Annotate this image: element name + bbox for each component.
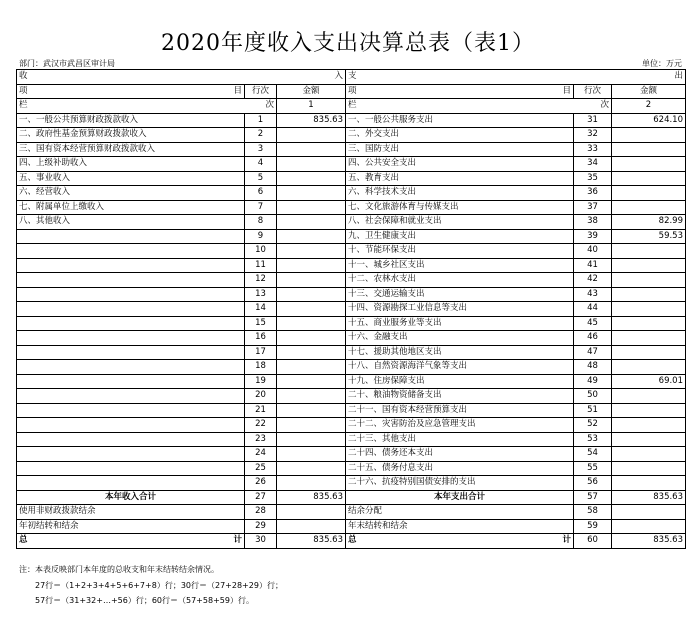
expense-item: 十九、住房保障支出 <box>346 374 574 389</box>
expense-amount <box>612 200 686 215</box>
expense-item: 二十、粮油物资储备支出 <box>346 389 574 404</box>
expense-row-no: 42 <box>574 273 612 288</box>
income-header: 收 入 <box>17 70 346 85</box>
income-amount <box>277 345 346 360</box>
income-item <box>17 447 245 462</box>
expense-item: 十二、农林水支出 <box>346 273 574 288</box>
expense-header: 支 出 <box>346 70 686 85</box>
table-row <box>17 215 686 230</box>
expense-amount <box>612 128 686 143</box>
income-row-no: 7 <box>245 200 277 215</box>
income-item <box>17 432 245 447</box>
expense-amount <box>612 331 686 346</box>
table-row <box>17 316 686 331</box>
income-item <box>17 461 245 476</box>
income-item <box>17 418 245 433</box>
income-row-no: 2 <box>245 128 277 143</box>
expense-row-no: 54 <box>574 447 612 462</box>
income-amount <box>277 128 346 143</box>
expense-item: 十八、自然资源海洋气象等支出 <box>346 360 574 375</box>
grand-total-row <box>17 534 686 549</box>
income-item <box>17 229 245 244</box>
expense-item: 七、文化旅游体育与传媒支出 <box>346 200 574 215</box>
income-amount <box>277 374 346 389</box>
expense-amount <box>612 418 686 433</box>
expense-row-no: 40 <box>574 244 612 259</box>
income-amount: 835.63 <box>277 113 346 128</box>
row-no-header: 行次 <box>574 84 612 99</box>
income-row-no: 19 <box>245 374 277 389</box>
expense-amount <box>612 505 686 520</box>
note-line: 27行＝（1+2+3+4+5+6+7+8）行；30行＝（27+28+29）行； <box>35 580 283 590</box>
table-row <box>17 505 686 520</box>
income-amount <box>277 331 346 346</box>
income-row-no: 9 <box>245 229 277 244</box>
expense-row-no: 49 <box>574 374 612 389</box>
header-row-columns <box>17 84 686 99</box>
income-item: 年初结转和结余 <box>17 519 245 534</box>
row-no-header: 行次 <box>245 84 277 99</box>
expense-item: 八、社会保障和就业支出 <box>346 215 574 230</box>
income-row-no: 3 <box>245 142 277 157</box>
income-item <box>17 316 245 331</box>
income-item <box>17 476 245 491</box>
notes <box>19 562 283 609</box>
amount-header: 金额 <box>277 84 346 99</box>
expense-item: 十六、金融支出 <box>346 331 574 346</box>
income-amount <box>277 447 346 462</box>
expense-amount <box>612 157 686 172</box>
note-line: 57行＝（31+32+…+56）行；60行＝（57+58+59）行。 <box>35 596 254 605</box>
income-row-no: 23 <box>245 432 277 447</box>
income-amount <box>277 157 346 172</box>
income-amount <box>277 519 346 534</box>
expense-amount <box>612 142 686 157</box>
expense-amount: 59.53 <box>612 229 686 244</box>
income-item: 七、附属单位上缴收入 <box>17 200 245 215</box>
expense-row-no: 52 <box>574 418 612 433</box>
expense-amount: 69.01 <box>612 374 686 389</box>
income-item: 一、一般公共预算财政拨款收入 <box>17 113 245 128</box>
expense-item: 四、公共安全支出 <box>346 157 574 172</box>
income-row-no: 10 <box>245 244 277 259</box>
expense-row-no: 46 <box>574 331 612 346</box>
table-row <box>17 418 686 433</box>
item-header: 项 目 <box>17 84 245 99</box>
income-item: 本年收入合计 <box>17 490 245 505</box>
expense-amount <box>612 447 686 462</box>
expense-item: 一、一般公共服务支出 <box>346 113 574 128</box>
col-index-label: 栏 次 <box>346 99 612 114</box>
income-amount <box>277 186 346 201</box>
expense-item: 二十二、灾害防治及应急管理支出 <box>346 418 574 433</box>
expense-item: 二十六、抗疫特别国债安排的支出 <box>346 476 574 491</box>
income-row-no: 5 <box>245 171 277 186</box>
item-header: 项 目 <box>346 84 574 99</box>
expense-amount <box>612 476 686 491</box>
expense-row-no: 33 <box>574 142 612 157</box>
table-row <box>17 519 686 534</box>
table-row <box>17 461 686 476</box>
income-item <box>17 258 245 273</box>
expense-amount: 835.63 <box>612 534 686 549</box>
expense-amount <box>612 171 686 186</box>
page-title: 2020年度收入支出决算总表（表1） <box>161 31 535 56</box>
expense-row-no: 39 <box>574 229 612 244</box>
expense-row-no: 51 <box>574 403 612 418</box>
table-row <box>17 302 686 317</box>
expense-amount <box>612 287 686 302</box>
income-row-no: 22 <box>245 418 277 433</box>
expense-amount <box>612 302 686 317</box>
expense-row-no: 43 <box>574 287 612 302</box>
note-line: 注：本表反映部门本年度的总收支和年末结转结余情况。 <box>19 565 219 574</box>
table-row <box>17 157 686 172</box>
table-row <box>17 331 686 346</box>
grand-total-label: 总 计 <box>346 534 574 549</box>
income-amount <box>277 244 346 259</box>
income-row-no: 18 <box>245 360 277 375</box>
expense-amount <box>612 461 686 476</box>
unit-label: 单位：万元 <box>642 59 682 68</box>
income-item: 六、经营收入 <box>17 186 245 201</box>
expense-amount <box>612 403 686 418</box>
expense-amount: 624.10 <box>612 113 686 128</box>
income-item <box>17 403 245 418</box>
expense-amount <box>612 186 686 201</box>
income-amount <box>277 273 346 288</box>
income-item <box>17 287 245 302</box>
table-row <box>17 258 686 273</box>
income-row-no: 27 <box>245 490 277 505</box>
income-amount <box>277 229 346 244</box>
table-row <box>17 186 686 201</box>
income-item <box>17 374 245 389</box>
expense-row-no: 58 <box>574 505 612 520</box>
col-index-2: 2 <box>612 99 686 114</box>
income-row-no: 13 <box>245 287 277 302</box>
expense-item: 十七、援助其他地区支出 <box>346 345 574 360</box>
expense-row-no: 56 <box>574 476 612 491</box>
income-amount <box>277 476 346 491</box>
income-amount <box>277 200 346 215</box>
expense-row-no: 34 <box>574 157 612 172</box>
expense-amount <box>612 273 686 288</box>
income-amount <box>277 258 346 273</box>
col-index-label: 栏 次 <box>17 99 277 114</box>
income-row-no: 11 <box>245 258 277 273</box>
expense-row-no: 57 <box>574 490 612 505</box>
expense-row-no: 35 <box>574 171 612 186</box>
expense-item: 二十五、债务付息支出 <box>346 461 574 476</box>
table-row <box>17 374 686 389</box>
income-item <box>17 389 245 404</box>
income-row-no: 6 <box>245 186 277 201</box>
income-row-no: 4 <box>245 157 277 172</box>
expense-item: 本年支出合计 <box>346 490 574 505</box>
expense-item: 三、国防支出 <box>346 142 574 157</box>
expense-row-no: 59 <box>574 519 612 534</box>
expense-item: 十、节能环保支出 <box>346 244 574 259</box>
expense-amount <box>612 519 686 534</box>
income-row-no: 15 <box>245 316 277 331</box>
table-row <box>17 128 686 143</box>
department-label: 部门：武汉市武昌区审计局 <box>19 59 115 68</box>
income-amount <box>277 215 346 230</box>
expense-row-no: 31 <box>574 113 612 128</box>
income-row-no: 26 <box>245 476 277 491</box>
expense-amount <box>612 360 686 375</box>
table-body <box>17 70 686 549</box>
income-item: 四、上级补助收入 <box>17 157 245 172</box>
expense-row-no: 55 <box>574 461 612 476</box>
income-amount <box>277 171 346 186</box>
table-row <box>17 287 686 302</box>
expense-row-no: 36 <box>574 186 612 201</box>
header-row-income-expense <box>17 70 686 85</box>
expense-row-no: 60 <box>574 534 612 549</box>
table-row <box>17 244 686 259</box>
budget-table <box>16 69 686 549</box>
expense-amount: 835.63 <box>612 490 686 505</box>
table-row <box>17 447 686 462</box>
table-row <box>17 113 686 128</box>
table-row <box>17 200 686 215</box>
income-amount <box>277 418 346 433</box>
income-amount: 835.63 <box>277 490 346 505</box>
expense-amount <box>612 316 686 331</box>
income-amount <box>277 403 346 418</box>
income-item <box>17 345 245 360</box>
expense-amount <box>612 432 686 447</box>
total-row <box>17 490 686 505</box>
expense-item: 二十一、国有资本经营预算支出 <box>346 403 574 418</box>
expense-row-no: 48 <box>574 360 612 375</box>
income-row-no: 20 <box>245 389 277 404</box>
expense-row-no: 45 <box>574 316 612 331</box>
expense-item: 年末结转和结余 <box>346 519 574 534</box>
income-item: 八、其他收入 <box>17 215 245 230</box>
income-item <box>17 360 245 375</box>
table-row <box>17 476 686 491</box>
table-row <box>17 345 686 360</box>
expense-row-no: 53 <box>574 432 612 447</box>
expense-item: 十五、商业服务业等支出 <box>346 316 574 331</box>
income-amount <box>277 461 346 476</box>
income-amount <box>277 287 346 302</box>
income-row-no: 17 <box>245 345 277 360</box>
income-item <box>17 273 245 288</box>
income-item: 二、政府性基金预算财政拨款收入 <box>17 128 245 143</box>
income-item: 五、事业收入 <box>17 171 245 186</box>
income-row-no: 8 <box>245 215 277 230</box>
table-row <box>17 171 686 186</box>
table-row <box>17 389 686 404</box>
expense-item: 二十四、债务还本支出 <box>346 447 574 462</box>
income-item <box>17 244 245 259</box>
expense-item: 结余分配 <box>346 505 574 520</box>
table-row <box>17 360 686 375</box>
expense-item: 十三、交通运输支出 <box>346 287 574 302</box>
col-index-1: 1 <box>277 99 346 114</box>
table-row <box>17 403 686 418</box>
table-row <box>17 273 686 288</box>
expense-row-no: 44 <box>574 302 612 317</box>
expense-amount <box>612 258 686 273</box>
expense-row-no: 50 <box>574 389 612 404</box>
income-row-no: 14 <box>245 302 277 317</box>
expense-row-no: 32 <box>574 128 612 143</box>
income-row-no: 25 <box>245 461 277 476</box>
table-row <box>17 142 686 157</box>
expense-item: 二十三、其他支出 <box>346 432 574 447</box>
expense-amount <box>612 244 686 259</box>
expense-item: 五、教育支出 <box>346 171 574 186</box>
grand-total-label: 总 计 <box>17 534 245 549</box>
income-item <box>17 331 245 346</box>
income-row-no: 12 <box>245 273 277 288</box>
expense-amount <box>612 389 686 404</box>
income-item: 三、国有资本经营预算财政拨款收入 <box>17 142 245 157</box>
income-row-no: 16 <box>245 331 277 346</box>
income-item: 使用非财政拨款结余 <box>17 505 245 520</box>
expense-amount <box>612 345 686 360</box>
header-row-column-index <box>17 99 686 114</box>
table-row <box>17 229 686 244</box>
income-amount <box>277 316 346 331</box>
amount-header: 金额 <box>612 84 686 99</box>
expense-row-no: 47 <box>574 345 612 360</box>
income-row-no: 24 <box>245 447 277 462</box>
expense-row-no: 41 <box>574 258 612 273</box>
income-row-no: 30 <box>245 534 277 549</box>
expense-row-no: 38 <box>574 215 612 230</box>
income-row-no: 29 <box>245 519 277 534</box>
expense-amount: 82.99 <box>612 215 686 230</box>
expense-row-no: 37 <box>574 200 612 215</box>
income-amount <box>277 432 346 447</box>
table-row <box>17 432 686 447</box>
income-amount <box>277 505 346 520</box>
income-row-no: 21 <box>245 403 277 418</box>
income-row-no: 28 <box>245 505 277 520</box>
income-amount <box>277 142 346 157</box>
expense-item: 六、科学技术支出 <box>346 186 574 201</box>
expense-item: 二、外交支出 <box>346 128 574 143</box>
income-amount <box>277 302 346 317</box>
income-amount <box>277 389 346 404</box>
expense-item: 九、卫生健康支出 <box>346 229 574 244</box>
income-item <box>17 302 245 317</box>
income-amount: 835.63 <box>277 534 346 549</box>
expense-item: 十四、资源勘探工业信息等支出 <box>346 302 574 317</box>
income-amount <box>277 360 346 375</box>
expense-item: 十一、城乡社区支出 <box>346 258 574 273</box>
income-row-no: 1 <box>245 113 277 128</box>
